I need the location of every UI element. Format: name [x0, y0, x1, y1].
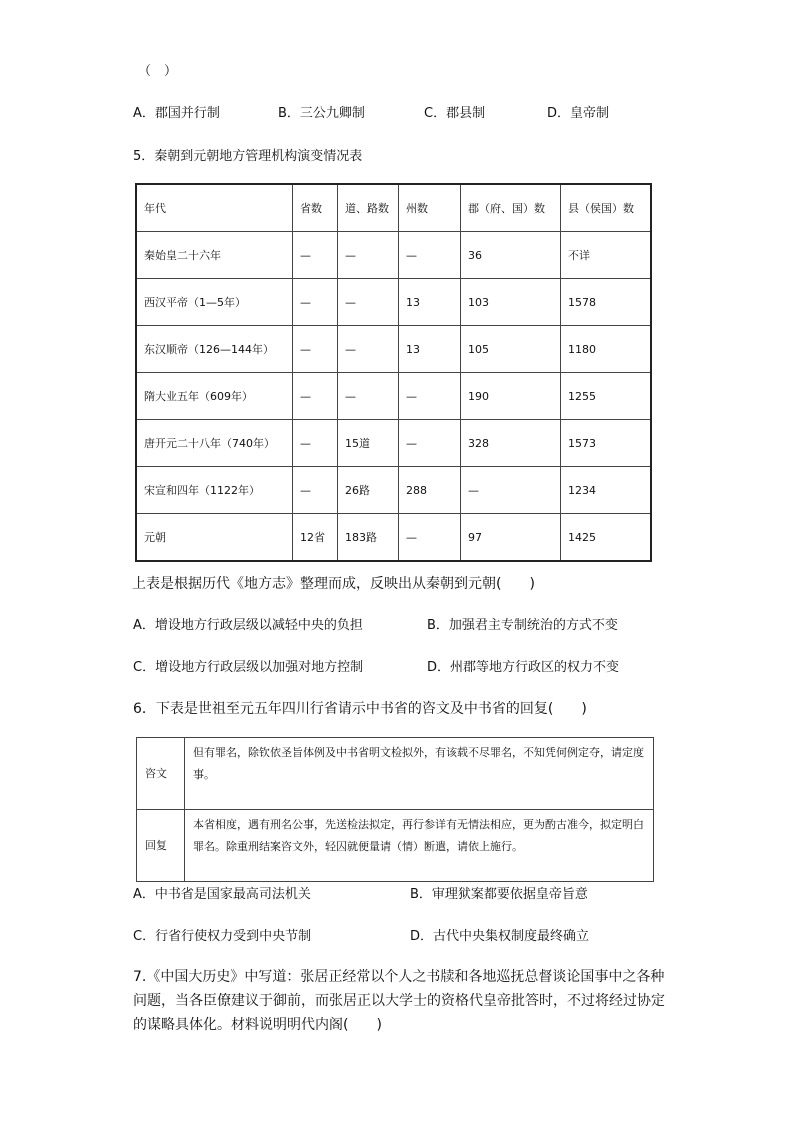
table-row — [136, 326, 651, 373]
table-cell: 1255 — [561, 373, 652, 420]
table-cell: — — [338, 232, 399, 279]
table-cell: 13 — [399, 279, 461, 326]
q5-option-b[interactable]: B．加强君主专制统治的方式不变 — [427, 618, 618, 633]
table-cell: 秦始皇二十六年 — [136, 232, 293, 279]
table-cell: — — [338, 326, 399, 373]
table-cell: 183路 — [338, 514, 399, 562]
table-row — [136, 232, 651, 279]
table-cell: 1573 — [561, 420, 652, 467]
table-cell: — — [399, 232, 461, 279]
table-cell: 唐开元二十八年（740年） — [136, 420, 293, 467]
header-cell: 年代 — [136, 184, 293, 232]
table-cell: 12省 — [293, 514, 338, 562]
table-cell: — — [461, 467, 561, 514]
table-cell: 隋大业五年（609年） — [136, 373, 293, 420]
table-row — [136, 373, 651, 420]
table-row — [137, 810, 654, 882]
table-cell: 103 — [461, 279, 561, 326]
table-cell: 元朝 — [136, 514, 293, 562]
q5-option-c[interactable]: C．增设地方行政层级以加强对地方控制 — [133, 660, 364, 675]
q4-answer-bracket: （ ） — [138, 64, 178, 79]
q6-option-b[interactable]: B．审理狱案都要依据皇帝旨意 — [410, 887, 588, 902]
table-cell: 328 — [461, 420, 561, 467]
table-cell: — — [293, 232, 338, 279]
table-cell: 东汉顺帝（126—144年） — [136, 326, 293, 373]
table-cell: 1578 — [561, 279, 652, 326]
table-header-row — [136, 184, 651, 232]
table-cell: 97 — [461, 514, 561, 562]
table-cell: — — [293, 279, 338, 326]
row-content: 但有罪名，除钦依圣旨体例及中书省明文检拟外，有该载不尽罪名，不知凭何例定夺，请定度事。 — [185, 738, 654, 810]
table-cell: — — [293, 326, 338, 373]
table-row — [136, 467, 651, 514]
table-cell: 288 — [399, 467, 461, 514]
table-cell: — — [338, 373, 399, 420]
table-cell: 190 — [461, 373, 561, 420]
row-content: 本省相度，遇有刑名公事，先送检法拟定，再行参详有无情法相应，更为酌古准今，拟定明白罪名。除重刑结案咨文外，轻囚就便量请（情）断遣，请依上施行。 — [185, 810, 654, 882]
table-cell: — — [293, 467, 338, 514]
q4-option-c[interactable]: C．郡县制 — [424, 106, 486, 121]
q4-option-a[interactable]: A．郡国并行制 — [133, 106, 220, 121]
q7-text: 7.《中国大历史》中写道：张居正经常以个人之书牍和各地巡抚总督谈论国事中之各种问题，当各臣僚建议于御前，而张居正以大学士的资格代皇帝批答时，不过将经过协定的谋略具体化。材料说明明代内阁( ) — [133, 969, 665, 1033]
q6-option-c[interactable]: C．行省行使权力受到中央节制 — [133, 929, 312, 944]
table-cell: 105 — [461, 326, 561, 373]
table-cell: 15道 — [338, 420, 399, 467]
table-cell: 1234 — [561, 467, 652, 514]
table-cell: — — [399, 373, 461, 420]
q6-table — [136, 737, 654, 882]
table-row — [137, 738, 654, 810]
table-cell: — — [293, 373, 338, 420]
header-cell: 道、路数 — [338, 184, 399, 232]
table-cell: 36 — [461, 232, 561, 279]
q6-title: 6．下表是世祖至元五年四川行省请示中书省的咨文及中书省的回复( ) — [133, 701, 587, 717]
header-cell: 郡（府、国）数 — [461, 184, 561, 232]
header-cell: 省数 — [293, 184, 338, 232]
table-cell: 不详 — [561, 232, 652, 279]
q6-option-a[interactable]: A．中书省是国家最高司法机关 — [133, 887, 311, 902]
row-label-zi-wen: 咨文 — [137, 738, 185, 810]
header-cell: 州数 — [399, 184, 461, 232]
header-cell: 县（侯国）数 — [561, 184, 652, 232]
q5-option-a[interactable]: A．增设地方行政层级以减轻中央的负担 — [133, 618, 363, 633]
q5-stem: 上表是根据历代《地方志》整理而成，反映出从秦朝到元朝( ) — [132, 576, 535, 592]
table-cell: 13 — [399, 326, 461, 373]
table-row — [136, 514, 651, 562]
table-cell: 26路 — [338, 467, 399, 514]
row-label-hui-fu: 回复 — [137, 810, 185, 882]
table-cell: — — [399, 420, 461, 467]
table-cell: — — [293, 420, 338, 467]
q4-option-d[interactable]: D．皇帝制 — [547, 106, 610, 121]
table-cell: 西汉平帝（1—5年） — [136, 279, 293, 326]
table-row — [136, 279, 651, 326]
q5-option-d[interactable]: D．州郡等地方行政区的权力不变 — [427, 660, 620, 675]
q6-option-d[interactable]: D．古代中央集权制度最终确立 — [410, 929, 590, 944]
table-cell: — — [338, 279, 399, 326]
table-cell: — — [399, 514, 461, 562]
q5-table — [135, 183, 652, 562]
q5-title: 5．秦朝到元朝地方管理机构演变情况表 — [133, 149, 363, 164]
table-cell: 宋宣和四年（1122年） — [136, 467, 293, 514]
table-cell: 1425 — [561, 514, 652, 562]
table-cell: 1180 — [561, 326, 652, 373]
q4-option-b[interactable]: B．三公九卿制 — [278, 106, 365, 121]
table-row — [136, 420, 651, 467]
